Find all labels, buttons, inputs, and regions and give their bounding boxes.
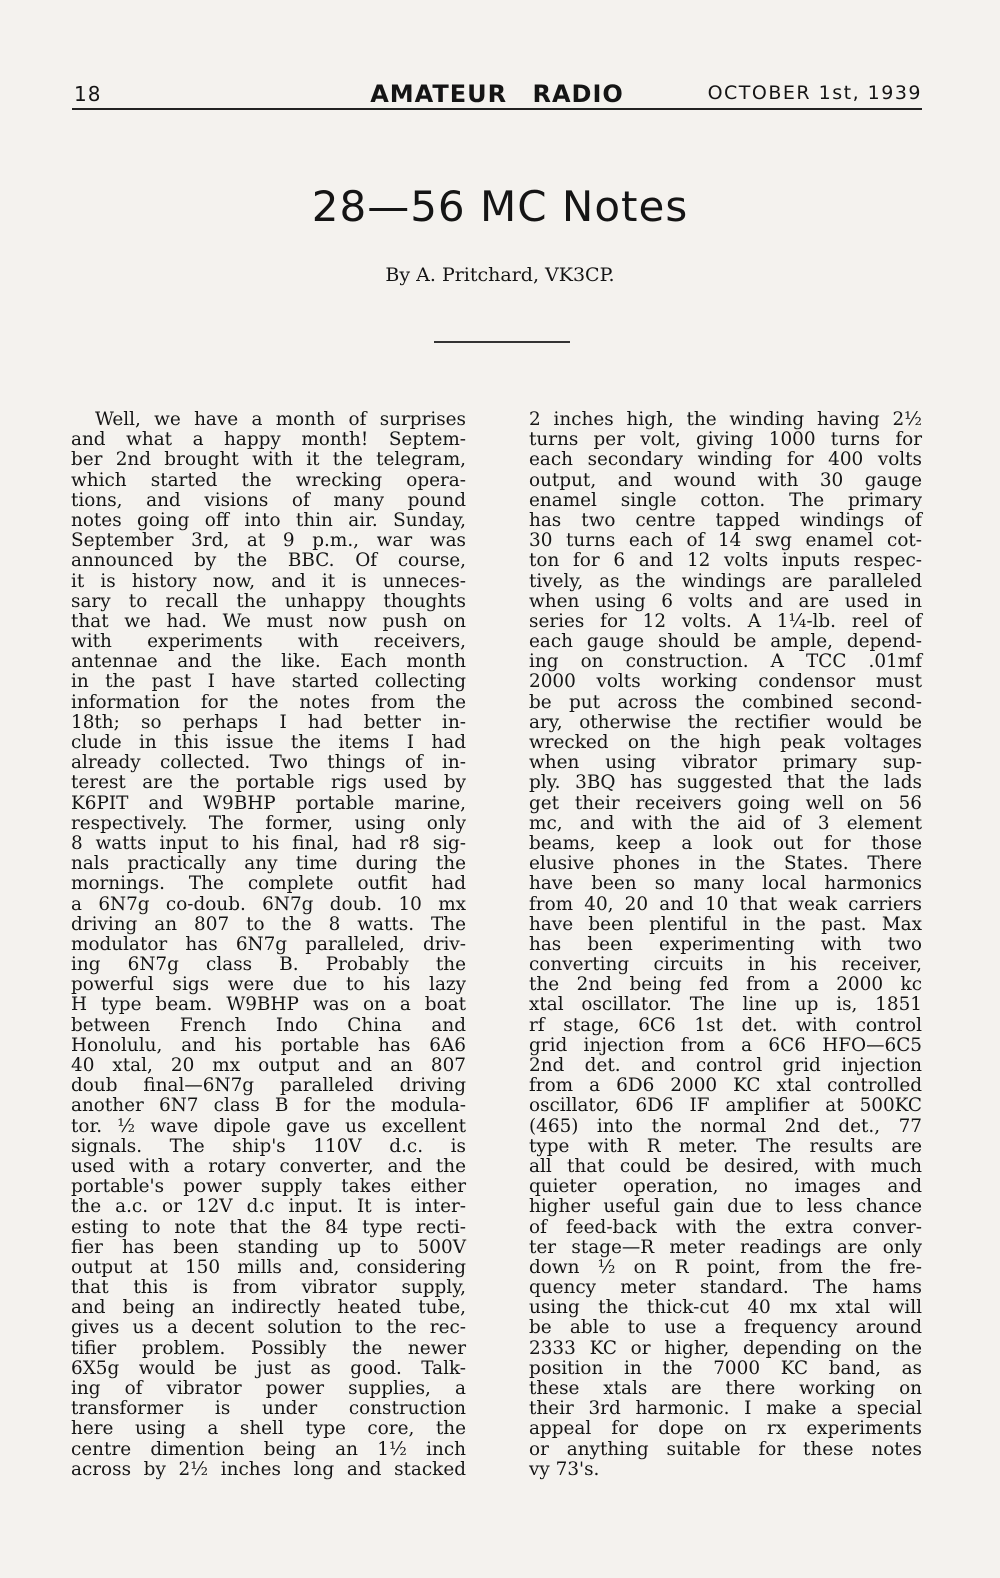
text-line: the a.c. or 12V d.c input. It is inter- [71, 1196, 466, 1218]
text-line: quency meter standard. The hams [529, 1277, 922, 1299]
text-line: ing of vibrator power supplies, a [71, 1378, 466, 1399]
text-line: ary, otherwise the rectifier would be [529, 711, 922, 733]
text-line: mc, and with the aid of 3 element [529, 812, 922, 834]
text-line: 6X5g would be just as good. Talk- [71, 1357, 466, 1379]
text-line: enamel single cotton. The primary [529, 489, 922, 511]
text-line: from 40, 20 and 10 that weak carriers [529, 893, 922, 915]
text-line: and what a happy month! Septem- [71, 429, 466, 451]
text-line: antennae and the like. Each month [71, 651, 466, 673]
text-line: position in the 7000 KC band, as [529, 1357, 922, 1379]
text-line: xtal oscillator. The line up is, 1851 [529, 994, 922, 1016]
text-line: appeal for dope on rx experiments [529, 1418, 922, 1440]
text-line: sary to recall the unhappy thoughts [71, 590, 466, 612]
text-line: across by 2½ inches long and stacked [71, 1458, 466, 1480]
text-line: their 3rd harmonic. I make a special [529, 1398, 922, 1420]
text-line: that we had. We must now push on [71, 610, 466, 632]
text-line: mornings. The complete outfit had [71, 873, 466, 895]
text-line: be put across the combined second- [529, 691, 922, 713]
text-line: modulator has 6N7g paralleled, driv- [71, 933, 466, 955]
issue-date: OCTOBER 1st, 1939 [707, 82, 922, 104]
text-line: tor. ½ wave dipole gave us excellent [71, 1115, 466, 1137]
text-line: of feed-back with the extra conver- [529, 1216, 922, 1238]
text-line: each secondary winding for 400 volts [529, 449, 922, 471]
text-line: elusive phones in the States. There [529, 853, 922, 875]
text-line: Well, we have a month of surprises [95, 409, 466, 430]
text-line: 8 watts input to his final, had r8 sig- [71, 832, 466, 854]
text-line: respectively. The former, using only [71, 812, 466, 834]
text-line: oscillator, 6D6 IF amplifier at 500KC [529, 1095, 922, 1117]
text-line: converting circuits in his receiver, [529, 954, 922, 976]
text-line: rf stage, 6C6 1st det. with control [529, 1014, 922, 1036]
text-line: tifier problem. Possibly the newer [71, 1337, 466, 1359]
text-line: September 3rd, at 9 p.m., war was [71, 530, 466, 552]
text-line: driving an 807 to the 8 watts. The [71, 913, 466, 935]
text-line: ton for 6 and 12 volts inputs respec- [529, 550, 922, 572]
text-line: which started the wrecking opera- [71, 469, 466, 491]
right-column [529, 410, 922, 1480]
text-line: clude in this issue the items I had [71, 732, 466, 753]
text-line: doub final—6N7g paralleled driving [71, 1075, 466, 1097]
text-line: or anything suitable for these notes [529, 1438, 922, 1460]
text-line: K6PIT and W9BHP portable marine, [71, 792, 466, 814]
text-line: ter stage—R meter readings are only [529, 1236, 922, 1258]
text-line: centre dimention being an 1½ inch [71, 1438, 466, 1460]
text-line: ply. 3BQ has suggested that the lads [529, 772, 922, 794]
text-line: grid injection from a 6C6 HFO—6C5 [529, 1034, 922, 1056]
text-line: output, and wound with 30 gauge [529, 469, 922, 491]
title-divider [434, 341, 570, 343]
byline: By A. Pritchard, VK3CP. [385, 264, 615, 286]
text-line: all that could be desired, with much [529, 1155, 922, 1177]
text-line: 40 xtal, 20 mx output and an 807 [71, 1055, 466, 1076]
text-line: these xtals are there working on [529, 1378, 922, 1399]
text-line: another 6N7 class B for the modula- [71, 1095, 466, 1117]
text-line: esting to note that the 84 type recti- [71, 1216, 466, 1238]
text-line: nals practically any time during the [71, 853, 466, 875]
text-line: vy 73's. [529, 1458, 600, 1480]
header-divider [72, 108, 922, 110]
text-line: type with R meter. The results are [529, 1135, 922, 1157]
text-line: using the thick-cut 40 mx xtal will [529, 1297, 922, 1319]
text-line: between French Indo China and [71, 1014, 466, 1036]
text-line: when using vibrator primary sup- [529, 752, 922, 774]
text-line: output at 150 mills and, considering [71, 1256, 466, 1278]
text-line: 30 turns each of 14 swg enamel cot- [529, 530, 922, 552]
text-line: tively, as the windings are paralleled [529, 570, 922, 592]
text-line: that this is from vibrator supply, [71, 1277, 466, 1299]
text-line: has two centre tapped windings of [529, 509, 922, 531]
text-line: 2nd det. and control grid injection [529, 1055, 922, 1076]
text-line: turns per volt, giving 1000 turns for [529, 429, 922, 451]
text-line: series for 12 volts. A 1¼-lb. reel of [529, 610, 922, 632]
text-line: from a 6D6 2000 KC xtal controlled [529, 1075, 922, 1097]
text-line: already collected. Two things of in- [71, 752, 466, 774]
text-line: used with a rotary converter, and the [71, 1155, 466, 1177]
text-line: in the past I have started collecting [71, 671, 466, 693]
text-line: beams, keep a look out for those [529, 832, 922, 854]
text-line: information for the notes from the [71, 691, 466, 713]
text-line: a 6N7g co-doub. 6N7g doub. 10 mx [71, 893, 466, 915]
text-line: fier has been standing up to 500V [71, 1236, 466, 1258]
text-line: notes going off into thin air. Sunday, [71, 509, 466, 531]
text-line: 2333 KC or higher, depending on the [529, 1337, 922, 1359]
text-line: signals. The ship's 110V d.c. is [71, 1135, 466, 1157]
text-line: terest are the portable rigs used by [71, 772, 466, 794]
text-line: portable's power supply takes either [71, 1176, 466, 1198]
text-line: has been experimenting with two [529, 933, 922, 955]
text-line: ing on construction. A TCC .01mf [529, 651, 922, 673]
article-title: 28—56 MC Notes [311, 182, 689, 231]
page-number: 18 [74, 82, 102, 106]
text-line: it is history now, and it is unneces- [71, 570, 466, 592]
page-header [72, 80, 922, 108]
text-line: ber 2nd brought with it the telegram, [71, 449, 466, 471]
text-line: tions, and visions of many pound [71, 489, 466, 511]
text-line: ing 6N7g class B. Probably the [71, 954, 466, 976]
text-line: when using 6 volts and are used in [529, 590, 922, 612]
left-column [71, 410, 466, 1480]
text-line: 2 inches high, the winding having 2½ [529, 409, 922, 430]
text-line: have been plentiful in the past. Max [529, 913, 922, 935]
text-line: wrecked on the high peak voltages [529, 732, 922, 753]
masthead: AMATEUR RADIO [370, 80, 624, 108]
text-line: 2000 volts working condensor must [529, 671, 922, 693]
text-line: have been so many local harmonics [529, 873, 922, 895]
text-line: each gauge should be ample, depend- [529, 631, 922, 653]
text-line: higher useful gain due to less chance [529, 1196, 922, 1218]
text-line: with experiments with receivers, [71, 631, 466, 653]
text-line: 18th; so perhaps I had better in- [71, 711, 466, 733]
text-line: down ½ on R point, from the fre- [529, 1256, 922, 1278]
text-line: H type beam. W9BHP was on a boat [71, 994, 466, 1016]
text-line: here using a shell type core, the [71, 1418, 466, 1440]
text-line: transformer is under construction [71, 1398, 466, 1420]
text-line: and being an indirectly heated tube, [71, 1297, 466, 1319]
text-line: be able to use a frequency around [529, 1317, 922, 1339]
text-line: Honolulu, and his portable has 6A6 [71, 1034, 466, 1056]
text-line: quieter operation, no images and [529, 1176, 922, 1198]
text-line: get their receivers going well on 56 [529, 792, 922, 814]
text-line: announced by the BBC. Of course, [71, 550, 466, 572]
text-line: the 2nd being fed from a 2000 kc [529, 974, 922, 996]
text-line: gives us a decent solution to the rec- [71, 1317, 466, 1339]
text-line: (465) into the normal 2nd det., 77 [529, 1115, 922, 1137]
text-line: powerful sigs were due to his lazy [71, 974, 466, 996]
